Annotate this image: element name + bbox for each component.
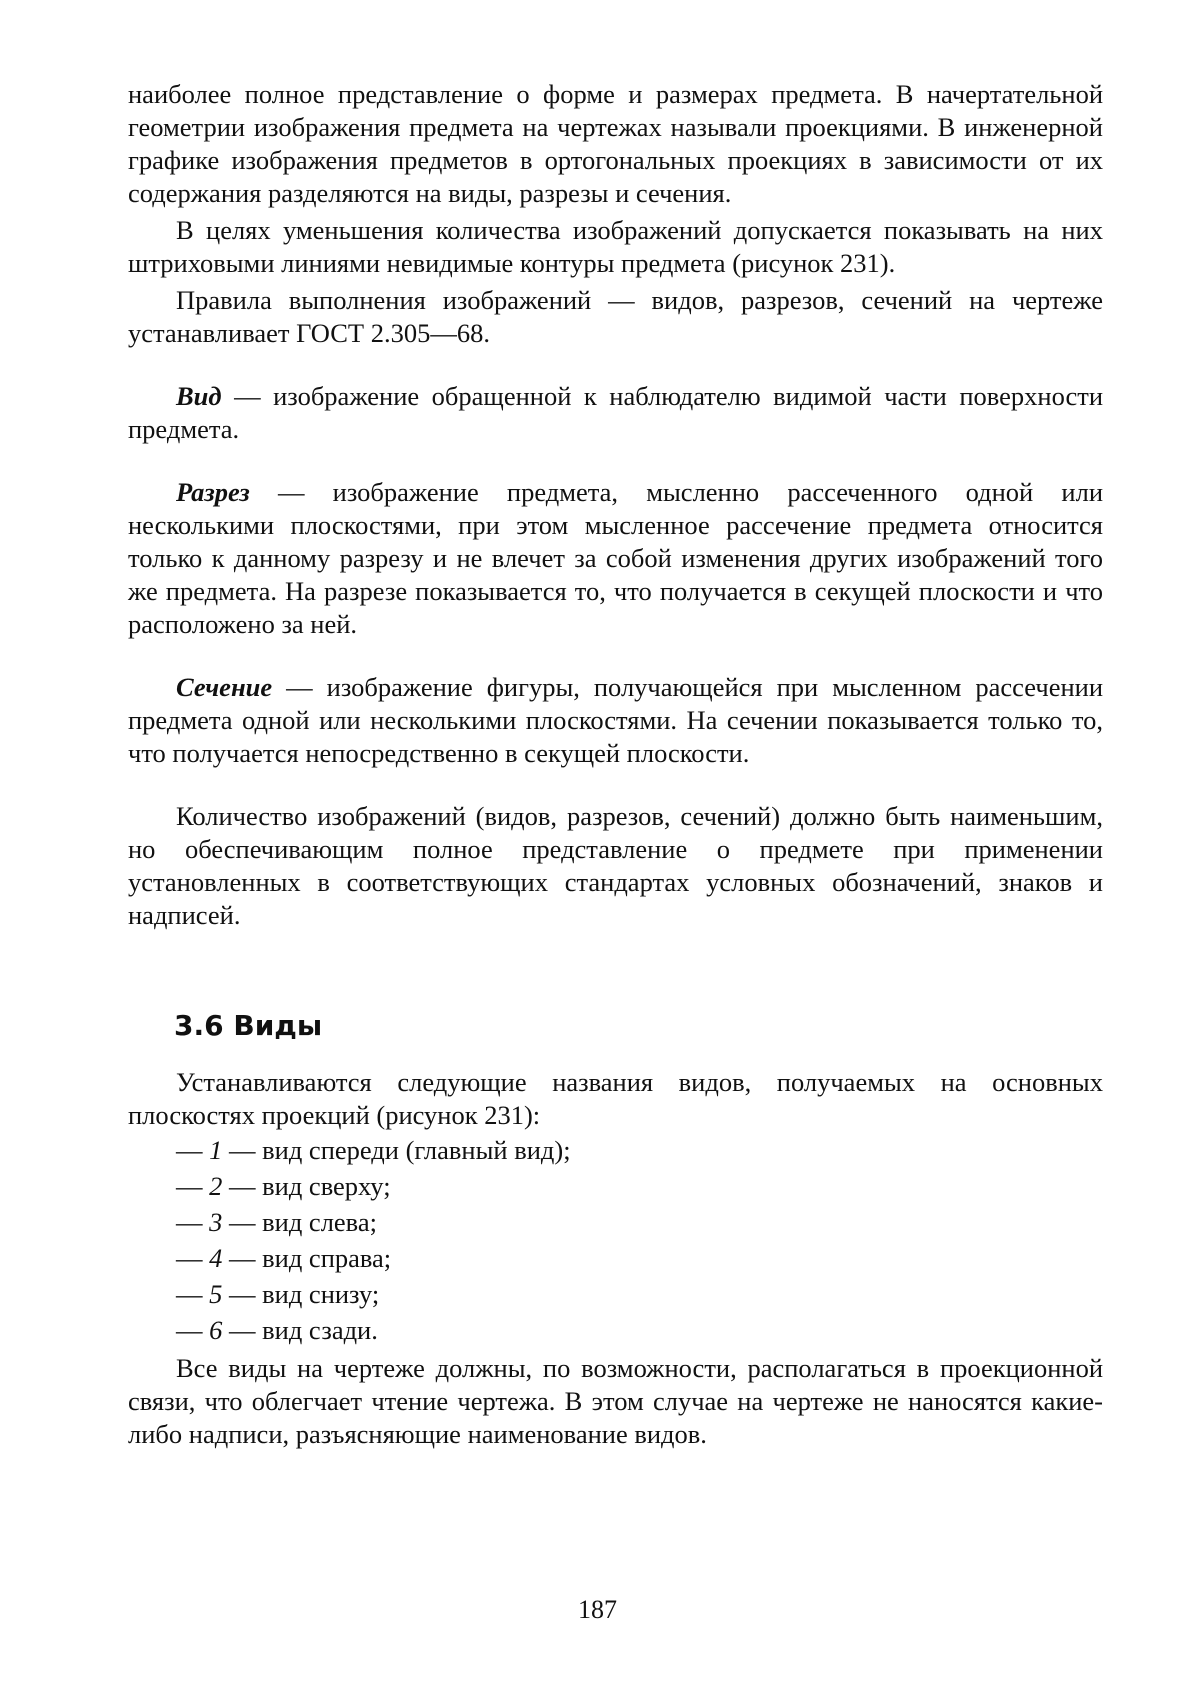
definition-term: Вид xyxy=(176,381,222,411)
definition-cross-section xyxy=(128,671,1103,770)
view-number: 6 xyxy=(209,1315,223,1345)
list-item xyxy=(176,1276,1103,1312)
list-dash: — xyxy=(176,1243,210,1273)
page-number: 187 xyxy=(578,1595,617,1624)
list-dash: — xyxy=(176,1207,210,1237)
definition-text: — изображение фигуры, получающейся при мысленном рассечении предмета одной или несколькими плоскостями. На сечении показывается только то, что получается непосредственно в секущей плоскости. xyxy=(128,672,1103,768)
view-label: — вид справа; xyxy=(222,1243,392,1273)
list-dash: — xyxy=(176,1315,210,1345)
view-number: 2 xyxy=(209,1171,223,1201)
definition-view xyxy=(128,380,1103,446)
paragraph-gost: Правила выполнения изображений — видов, разрезов, сечений на чертеже устанавливает ГОСТ 2.305—68. xyxy=(128,285,1103,348)
list-dash: — xyxy=(176,1135,210,1165)
list-item xyxy=(176,1132,1103,1168)
paragraph-hidden-contours: В целях уменьшения количества изображений допускается показывать на них штриховыми линиями невидимые контуры предмета (рисунок 231). xyxy=(128,215,1103,278)
view-label: — вид снизу; xyxy=(222,1279,380,1309)
list-item xyxy=(176,1312,1103,1348)
views-list xyxy=(128,1132,1103,1348)
list-item xyxy=(176,1204,1103,1240)
view-number: 5 xyxy=(209,1279,223,1309)
list-dash: — xyxy=(176,1171,210,1201)
paragraph-intro: наиболее полное представление о форме и размерах предмета. В начертательной геометрии изображения предмета на чертежах называли проекциями. В инженерной графике изображения предметов в ортогональных проекциях в зависимости от их содержания разделяются на виды, разрезы и сечения. xyxy=(128,79,1103,208)
paragraph-views-closing: Все виды на чертеже должны, по возможности, располагаться в проекционной связи, что облегчает чтение чертежа. В этом случае на чертеже не наносятся какие-либо надписи, разъясняющие наименование видов. xyxy=(128,1353,1103,1449)
list-item xyxy=(176,1240,1103,1276)
paragraph-quantity: Количество изображений (видов, разрезов, сечений) должно быть наименьшим, но обеспечивающим полное представление о предмете при применении установленных в соответствующих стандартах условных обозначений, знаков и надписей. xyxy=(128,801,1103,930)
paragraph-views-intro: Устанавливаются следующие названия видов, получаемых на основных плоскостях проекций (рисунок 231): xyxy=(128,1067,1103,1130)
definition-term: Разрез xyxy=(176,477,250,507)
section-heading: 3.6 Виды xyxy=(174,1009,323,1042)
view-label: — вид слева; xyxy=(222,1207,377,1237)
view-label: — вид сверху; xyxy=(222,1171,391,1201)
list-item xyxy=(176,1168,1103,1204)
definition-term: Сечение xyxy=(176,672,273,702)
view-number: 4 xyxy=(209,1243,223,1273)
definition-text: — изображение обращенной к наблюдателю видимой части поверхности предмета. xyxy=(128,381,1103,444)
list-dash: — xyxy=(176,1279,210,1309)
view-number: 1 xyxy=(209,1135,223,1165)
view-number: 3 xyxy=(209,1207,223,1237)
definition-section-cut xyxy=(128,476,1103,641)
view-label: — вид спереди (главный вид); xyxy=(222,1135,571,1165)
view-label: — вид сзади. xyxy=(222,1315,378,1345)
page-content xyxy=(128,78,1103,1451)
definition-text: — изображение предмета, мысленно рассеченного одной или несколькими плоскостями, при этом мысленное рассечение предмета относится только к данному разрезу и не влечет за собой изменения других изображений того же предмета. На разрезе показывается то, что получается в секущей плоскости и что расположено за ней. xyxy=(128,477,1103,639)
